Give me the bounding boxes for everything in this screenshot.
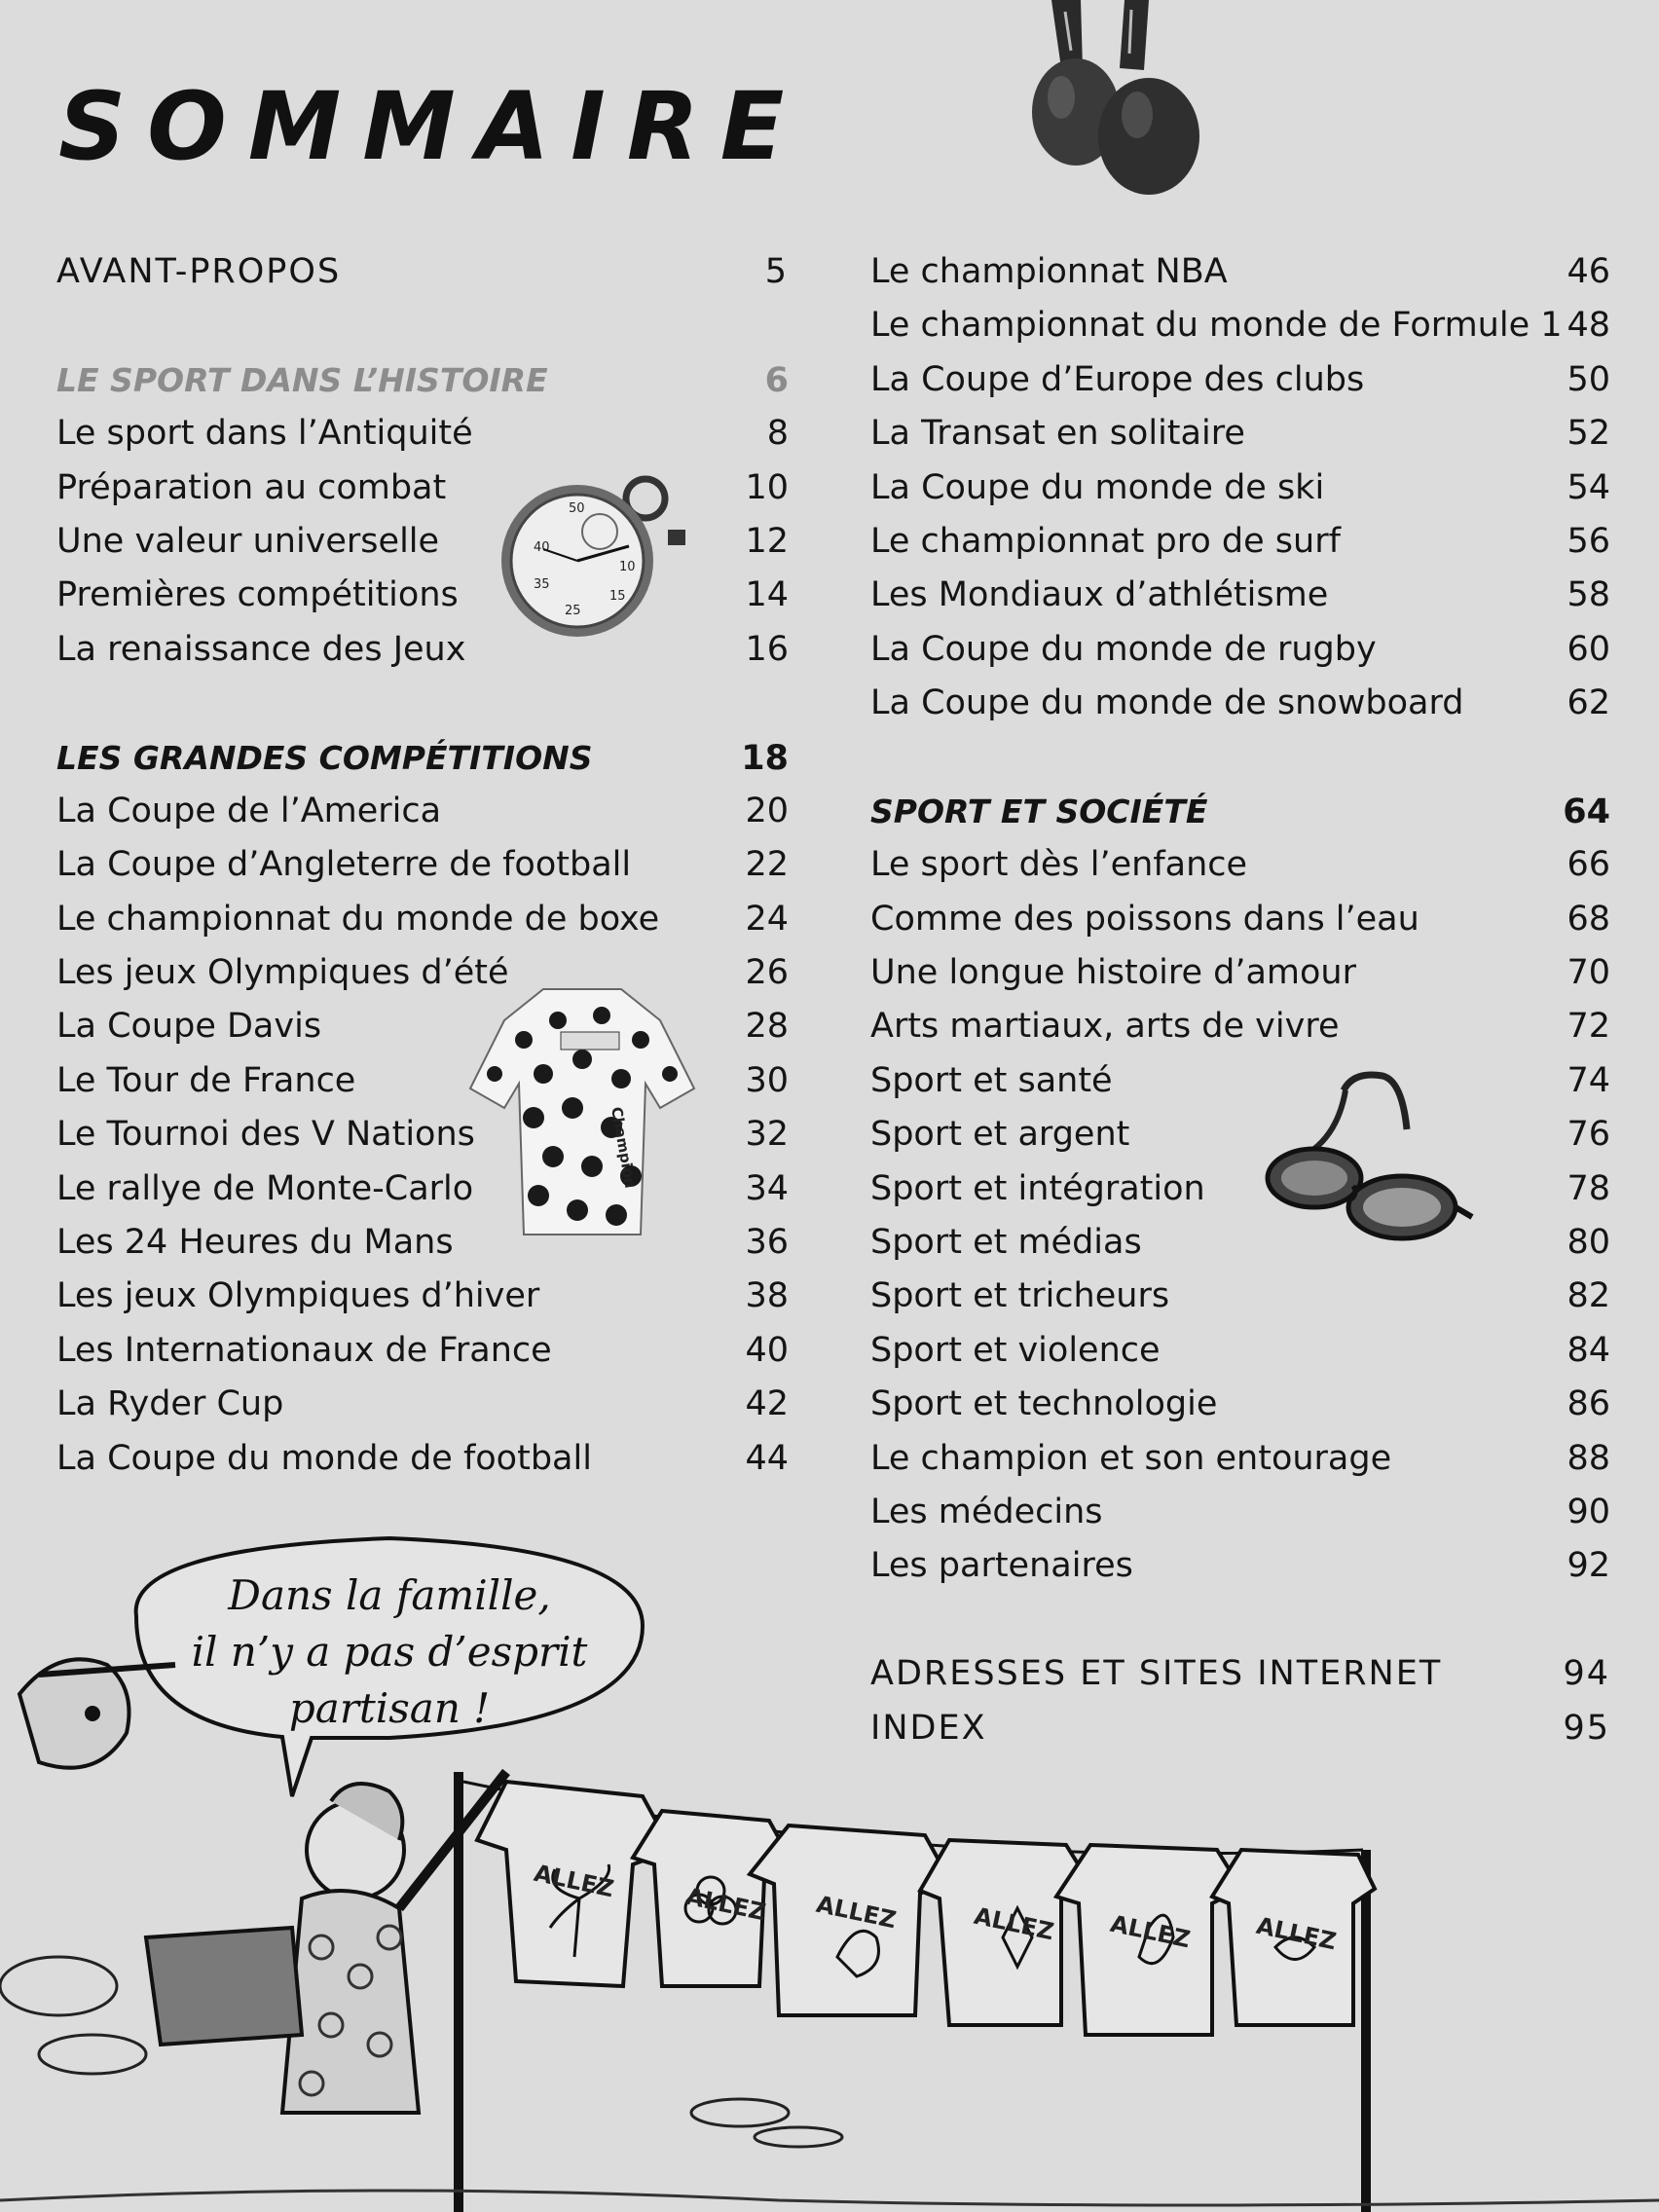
toc-entry-page: 58 xyxy=(1567,575,1610,615)
toc-entry-page: 88 xyxy=(1567,1438,1610,1478)
toc-entry-page: 32 xyxy=(745,1115,789,1155)
toc-entry-label: Le championnat du monde de boxe xyxy=(56,899,660,939)
toc-entry-page: 30 xyxy=(745,1060,789,1100)
toc-entry-label: La Coupe du monde de snowboard xyxy=(870,683,1464,723)
polka-dot-jersey-illustration xyxy=(465,981,699,1239)
toc-entry-label: Le Tournoi des V Nations xyxy=(56,1115,475,1155)
toc-entry-page: 86 xyxy=(1567,1384,1610,1424)
toc-entry-label: La Coupe Davis xyxy=(56,1007,322,1047)
toc-entry-label: Le Tour de France xyxy=(56,1060,356,1100)
toc-entry-label: Le champion et son entourage xyxy=(870,1438,1392,1478)
toc-entry-label: ADRESSES ET SITES INTERNET xyxy=(870,1654,1443,1694)
svg-text:10: 10 xyxy=(619,560,636,574)
toc-entry[interactable] xyxy=(870,407,1610,461)
toc-entry-label: La Coupe d’Angleterre de football xyxy=(56,845,632,885)
toc-entry-page: 14 xyxy=(745,575,789,615)
shirt-label: ALLEZ xyxy=(531,1859,616,1903)
toc-entry-avant-propos[interactable] xyxy=(56,245,789,299)
toc-entry-label: Sport et médias xyxy=(870,1223,1142,1263)
toc-entry-label: Le sport dans l’Antiquité xyxy=(56,414,473,454)
toc-entry-page: 95 xyxy=(1563,1708,1610,1748)
stopwatch-illustration xyxy=(495,473,689,639)
toc-section-label: SPORT ET SOCIÉTÉ xyxy=(870,792,1208,830)
toc-entry-label: Sport et tricheurs xyxy=(870,1276,1170,1316)
toc-entry-page: 74 xyxy=(1567,1060,1610,1100)
toc-entry[interactable] xyxy=(56,1270,789,1323)
toc-entry-page: 10 xyxy=(745,467,789,507)
toc-entry-page: 68 xyxy=(1567,899,1610,939)
toc-entry-label: Le sport dès l’enfance xyxy=(870,845,1248,885)
shirt-label: ALLEZ xyxy=(813,1890,899,1935)
toc-entry-label: Les Mondiaux d’athlétisme xyxy=(870,575,1329,615)
toc-entry-page: 76 xyxy=(1567,1115,1610,1155)
toc-entry[interactable] xyxy=(870,299,1610,352)
toc-entry-label: Les partenaires xyxy=(870,1546,1133,1586)
toc-section-sport-et-societe[interactable] xyxy=(870,785,1610,838)
toc-entry[interactable] xyxy=(870,1378,1610,1431)
toc-entry-label: La Coupe de l’America xyxy=(56,791,442,830)
toc-entry[interactable] xyxy=(870,1054,1610,1108)
toc-entry-page: 48 xyxy=(1567,306,1610,346)
toc-entry-label: Les 24 Heures du Mans xyxy=(56,1223,454,1263)
shirt-label: ALLEZ xyxy=(1253,1911,1339,1956)
toc-entry[interactable] xyxy=(56,893,789,946)
toc-entry[interactable] xyxy=(870,1108,1610,1161)
speech-line: il n’y a pas d’esprit xyxy=(191,1628,588,1676)
toc-entry-page: 36 xyxy=(745,1223,789,1263)
toc-entry[interactable] xyxy=(56,407,789,461)
toc-entry-page: 54 xyxy=(1567,467,1610,507)
svg-text:40: 40 xyxy=(534,540,550,555)
toc-entry-page: 90 xyxy=(1567,1492,1610,1531)
toc-entry-label: Premières compétitions xyxy=(56,575,459,615)
toc-entry-page: 52 xyxy=(1567,414,1610,454)
toc-entry-label: La Coupe du monde de football xyxy=(56,1438,592,1478)
jersey-label: Champion xyxy=(608,1105,640,1190)
toc-entry[interactable] xyxy=(870,1324,1610,1378)
toc-entry-label: Une longue histoire d’amour xyxy=(870,953,1356,993)
toc-entry-page: 56 xyxy=(1567,521,1610,561)
shirt-label: ALLEZ xyxy=(971,1901,1056,1946)
toc-entry-label: La Coupe du monde de ski xyxy=(870,467,1325,507)
toc-entry[interactable] xyxy=(56,838,789,892)
toc-entry-label: La Coupe d’Europe des clubs xyxy=(870,359,1365,399)
toc-entry-label: La Ryder Cup xyxy=(56,1384,284,1424)
speech-line: Dans la famille, xyxy=(228,1571,551,1619)
toc-entry[interactable] xyxy=(870,893,1610,946)
toc-entry[interactable] xyxy=(56,1324,789,1378)
toc-entry-page: 16 xyxy=(745,629,789,669)
toc-entry-page: 80 xyxy=(1567,1223,1610,1263)
toc-entry-page: 66 xyxy=(1567,845,1610,885)
toc-section-page: 6 xyxy=(764,360,789,400)
swim-goggles-illustration xyxy=(1256,1071,1475,1256)
toc-entry-label: Les médecins xyxy=(870,1492,1103,1531)
toc-entry[interactable] xyxy=(870,569,1610,622)
toc-entry[interactable] xyxy=(870,1162,1610,1216)
toc-entry-label: Sport et technologie xyxy=(870,1384,1218,1424)
toc-entry[interactable] xyxy=(56,1378,789,1431)
toc-entry-label: La Transat en solitaire xyxy=(870,414,1245,454)
toc-section-page: 64 xyxy=(1563,792,1610,831)
toc-entry-page: 12 xyxy=(745,521,789,561)
toc-entry-page: 82 xyxy=(1567,1276,1610,1316)
toc-entry-page: 94 xyxy=(1563,1654,1610,1694)
toc-entry-page: 34 xyxy=(745,1168,789,1208)
toc-section-label: LE SPORT DANS L’HISTOIRE xyxy=(56,360,548,399)
toc-entry-label: Le rallye de Monte-Carlo xyxy=(56,1168,474,1208)
toc-entry[interactable] xyxy=(870,623,1610,677)
toc-entry[interactable] xyxy=(870,838,1610,892)
toc-entry[interactable] xyxy=(870,353,1610,407)
toc-entry-page: 62 xyxy=(1567,683,1610,723)
toc-entry-page: 28 xyxy=(745,1007,789,1047)
shirt-label: ALLEZ xyxy=(1107,1909,1193,1954)
toc-entry-label: AVANT-PROPOS xyxy=(56,252,342,291)
toc-entry-label: Le championnat du monde de Formule 1 xyxy=(870,306,1563,346)
toc-entry-page: 60 xyxy=(1567,629,1610,669)
toc-entry-page: 5 xyxy=(764,252,789,291)
toc-entry[interactable] xyxy=(870,245,1610,299)
toc-entry-page: 22 xyxy=(745,845,789,885)
toc-entry[interactable] xyxy=(870,1216,1610,1270)
toc-entry[interactable] xyxy=(56,1432,789,1486)
toc-entry-page: 72 xyxy=(1567,1007,1610,1047)
toc-entry[interactable] xyxy=(56,785,789,838)
toc-entry-page: 24 xyxy=(745,899,789,939)
toc-entry-label: Sport et santé xyxy=(870,1060,1113,1100)
toc-entry-label: INDEX xyxy=(870,1708,987,1748)
toc-entry-page: 78 xyxy=(1567,1168,1610,1208)
page-title: SOMMAIRE xyxy=(58,72,806,181)
toc-section-le-sport-dans-l-histoire[interactable] xyxy=(56,353,789,407)
toc-entry-label: Arts martiaux, arts de vivre xyxy=(870,1007,1340,1047)
toc-entry-label: La Coupe du monde de rugby xyxy=(870,629,1377,669)
toc-entry[interactable] xyxy=(870,1000,1610,1053)
toc-entry-label: Comme des poissons dans l’eau xyxy=(870,899,1419,939)
speech-bubble-text xyxy=(146,1567,633,1737)
toc-entry-page: 44 xyxy=(745,1438,789,1478)
toc-entry[interactable] xyxy=(870,677,1610,730)
svg-text:25: 25 xyxy=(565,604,581,618)
toc-entry[interactable] xyxy=(870,946,1610,1000)
svg-text:35: 35 xyxy=(534,577,550,592)
toc-entry-page: 38 xyxy=(745,1276,789,1316)
toc-section-page: 18 xyxy=(741,738,789,778)
toc-entry-label: Les Internationaux de France xyxy=(56,1330,552,1370)
toc-section-les-grandes-competitions[interactable] xyxy=(56,731,789,785)
svg-text:50: 50 xyxy=(569,501,585,516)
toc-left-column xyxy=(56,245,789,1486)
toc-entry-page: 42 xyxy=(745,1384,789,1424)
toc-entry-label: Une valeur universelle xyxy=(56,521,440,561)
toc-entry[interactable] xyxy=(870,1270,1610,1323)
boxing-gloves-illustration xyxy=(1022,0,1207,200)
toc-entry-page: 8 xyxy=(766,414,789,454)
toc-entry[interactable] xyxy=(870,461,1610,515)
toc-entry-page: 70 xyxy=(1567,953,1610,993)
toc-entry-label: Sport et violence xyxy=(870,1330,1161,1370)
toc-section-label: LES GRANDES COMPÉTITIONS xyxy=(56,738,593,777)
toc-entry-label: Les jeux Olympiques d’été xyxy=(56,953,509,993)
toc-entry[interactable] xyxy=(870,515,1610,569)
toc-entry[interactable] xyxy=(870,1432,1610,1486)
shirt-label: ALLEZ xyxy=(682,1882,768,1927)
svg-text:15: 15 xyxy=(609,589,626,604)
toc-entry-label: La renaissance des Jeux xyxy=(56,629,466,669)
toc-entry-label: Le championnat NBA xyxy=(870,252,1228,291)
toc-entry-label: Préparation au combat xyxy=(56,467,447,507)
toc-entry-page: 46 xyxy=(1567,252,1610,291)
toc-entry-page: 40 xyxy=(745,1330,789,1370)
toc-entry-page: 50 xyxy=(1567,359,1610,399)
toc-entry-page: 26 xyxy=(745,953,789,993)
speech-line: partisan ! xyxy=(288,1684,491,1732)
toc-entry-label: Les jeux Olympiques d’hiver xyxy=(56,1276,540,1316)
toc-entry-page: 92 xyxy=(1567,1546,1610,1586)
toc-entry-page: 84 xyxy=(1567,1330,1610,1370)
toc-entry-label: Le championnat pro de surf xyxy=(870,521,1341,561)
toc-entry-label: Sport et argent xyxy=(870,1115,1130,1155)
toc-entry-label: Sport et intégration xyxy=(870,1168,1205,1208)
toc-entry-page: 20 xyxy=(745,791,789,830)
